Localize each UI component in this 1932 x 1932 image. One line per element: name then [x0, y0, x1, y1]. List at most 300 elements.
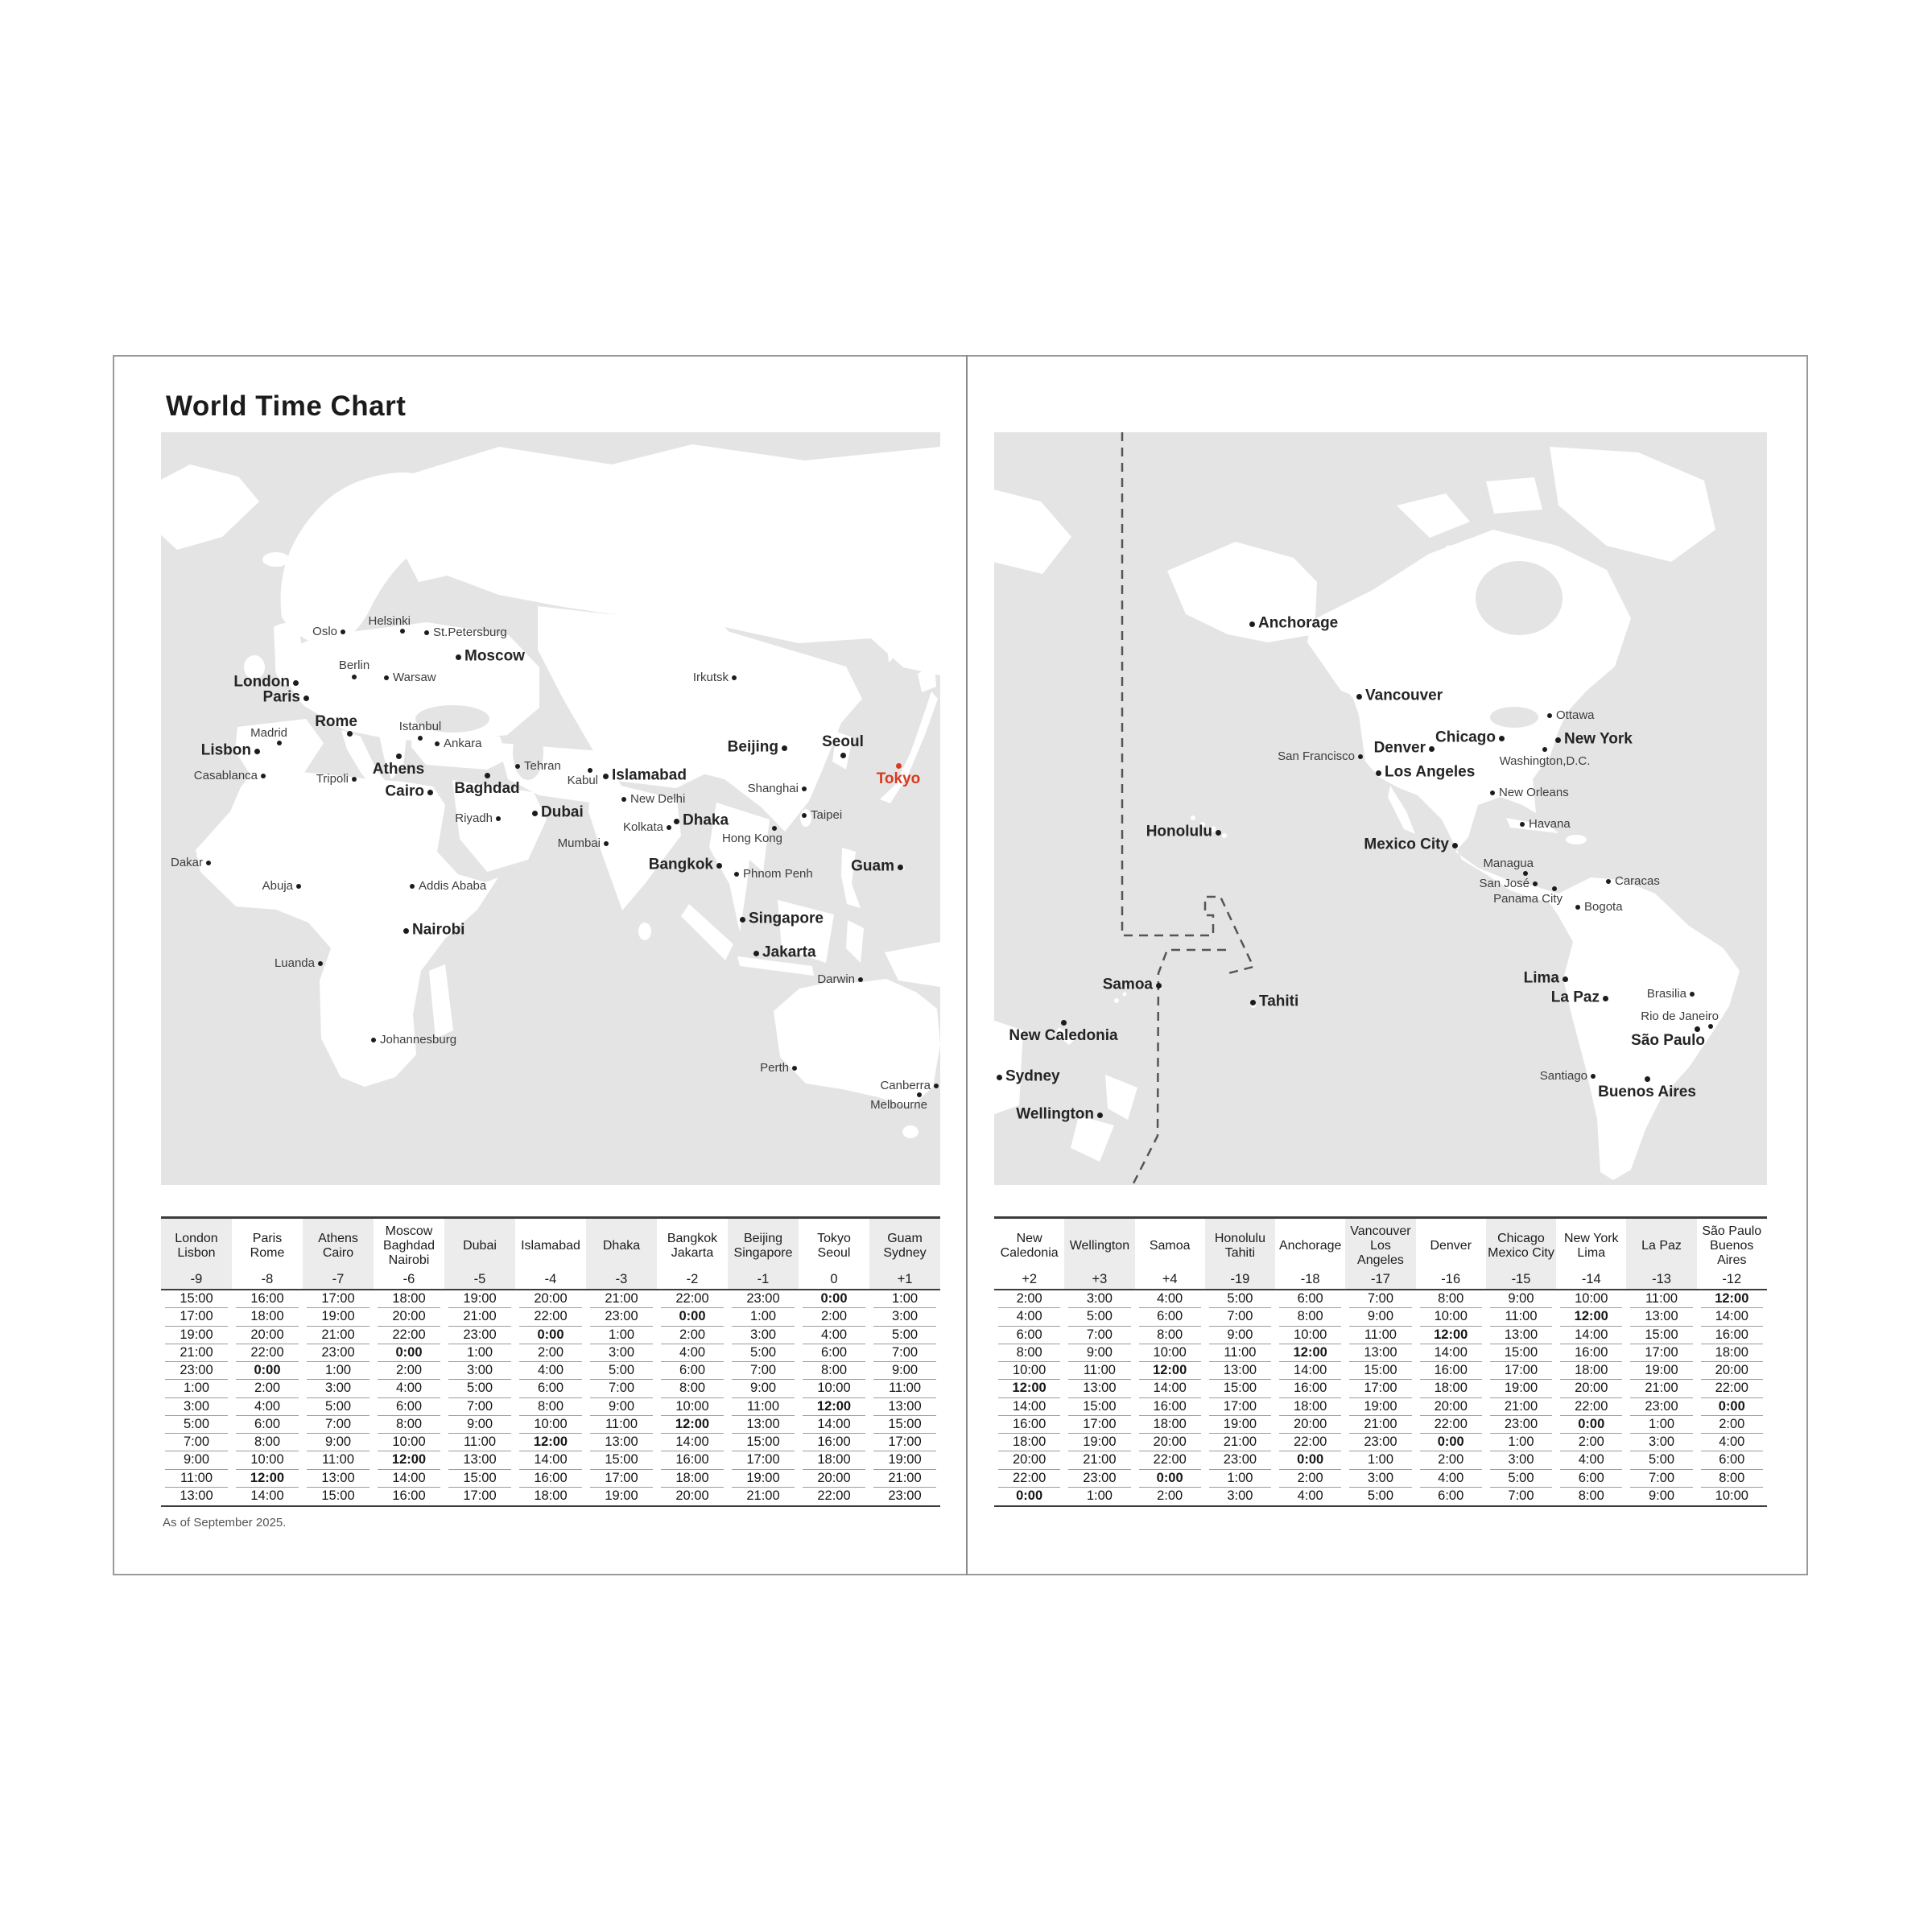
- time-cell: 14:00: [378, 1470, 440, 1488]
- city-dot: [1603, 996, 1608, 1001]
- time-cell: 15:00: [590, 1451, 653, 1469]
- city-dot: [1690, 992, 1695, 997]
- city-dot: [456, 654, 461, 660]
- city-label: Anchorage: [1258, 614, 1339, 632]
- time-cell: 0:00: [1016, 1488, 1043, 1504]
- column-city-name: Athens: [318, 1232, 358, 1245]
- time-cell: 17:00: [873, 1434, 936, 1451]
- time-cell: 13:00: [180, 1488, 213, 1504]
- city-label: Tripoli: [316, 771, 349, 786]
- city-label: São Paulo: [1631, 1032, 1705, 1049]
- table-header-row: [994, 1216, 1767, 1290]
- time-cell: 17:00: [165, 1308, 228, 1326]
- city-dot: [384, 675, 389, 680]
- city-dot: [734, 872, 739, 877]
- time-cell: 23:00: [1349, 1434, 1411, 1451]
- table-column-header: [586, 1219, 657, 1289]
- time-cell: 6:00: [1701, 1451, 1763, 1469]
- time-cell: 17:00: [732, 1451, 795, 1469]
- time-cell: 16:00: [1420, 1362, 1482, 1380]
- city-label: Paris: [262, 688, 300, 706]
- column-city-names: [1430, 1223, 1472, 1269]
- city-label: Chicago: [1435, 729, 1496, 746]
- time-cell: 20:00: [519, 1290, 582, 1308]
- city-dot: [303, 696, 309, 701]
- city-dot: [1591, 1074, 1596, 1079]
- time-cell: 13:00: [1490, 1327, 1552, 1344]
- city-dot: [603, 774, 609, 779]
- time-cell: 8:00: [661, 1380, 724, 1397]
- table-column-header: [1275, 1219, 1345, 1289]
- column-city-names: [817, 1223, 851, 1269]
- time-cell: 9:00: [1648, 1488, 1675, 1504]
- time-cell: 23:00: [1209, 1451, 1271, 1469]
- time-cell: 14:00: [1701, 1308, 1763, 1326]
- column-city-names: [463, 1223, 497, 1269]
- column-city-names: [1488, 1223, 1554, 1269]
- city-label: Dhaka: [683, 811, 729, 829]
- time-cell: 21:00: [873, 1470, 936, 1488]
- city-label: Havana: [1529, 816, 1571, 831]
- table-column-header: [1697, 1219, 1767, 1289]
- column-utc-offset: -19: [1230, 1272, 1250, 1286]
- city-dot: [588, 768, 592, 773]
- city-dot: [515, 764, 520, 769]
- column-city-names: [1215, 1223, 1265, 1269]
- city-label: Athens: [372, 761, 425, 778]
- table-column-header: [515, 1219, 586, 1289]
- time-cell: 22:00: [1701, 1380, 1763, 1397]
- time-cell: 19:00: [605, 1488, 638, 1504]
- column-city-name: Dhaka: [602, 1239, 641, 1253]
- city-label: Tahiti: [1259, 993, 1299, 1010]
- time-cell: 5:00: [732, 1344, 795, 1362]
- time-cell: 3:00: [732, 1327, 795, 1344]
- city-label: Moscow: [464, 647, 525, 665]
- city-label: Tokyo: [876, 770, 921, 787]
- city-dot: [1452, 843, 1458, 848]
- city-dot: [318, 961, 323, 966]
- city-dot: [802, 813, 807, 818]
- time-cell: 6:00: [1560, 1470, 1622, 1488]
- time-cell: 6:00: [519, 1380, 582, 1397]
- time-cell: 0:00: [1420, 1434, 1482, 1451]
- city-label: Mexico City: [1364, 836, 1449, 853]
- city-label: Darwin: [817, 972, 855, 986]
- table-column-header: [1064, 1219, 1134, 1289]
- time-cell: 5:00: [1630, 1451, 1692, 1469]
- time-cell: 1:00: [165, 1380, 228, 1397]
- city-dot: [792, 1066, 797, 1071]
- time-cell: 8:00: [236, 1434, 299, 1451]
- time-cell: 11:00: [873, 1380, 936, 1397]
- time-cell: 17:00: [463, 1488, 497, 1504]
- table-column-header: [374, 1219, 444, 1289]
- time-cell: 22:00: [519, 1308, 582, 1326]
- time-cell: 11:00: [307, 1451, 369, 1469]
- time-cell: 8:00: [1701, 1470, 1763, 1488]
- city-label: Dakar: [170, 855, 203, 869]
- column-utc-offset: -14: [1581, 1272, 1601, 1286]
- time-cell: 19:00: [1630, 1362, 1692, 1380]
- time-cell: 3:00: [307, 1380, 369, 1397]
- city-dot: [371, 1038, 376, 1042]
- time-cell: 2:00: [661, 1327, 724, 1344]
- table-row: [994, 1327, 1767, 1344]
- time-cell: 2:00: [236, 1380, 299, 1397]
- time-cell: 1:00: [1630, 1416, 1692, 1434]
- city-label: Addis Ababa: [419, 878, 487, 893]
- time-cell: 0:00: [1279, 1451, 1341, 1469]
- time-cell: 14:00: [250, 1488, 284, 1504]
- time-cell: 7:00: [307, 1416, 369, 1434]
- city-label: Mumbai: [557, 836, 601, 850]
- city-label: New Caledonia: [1009, 1027, 1118, 1044]
- table-row: [994, 1488, 1767, 1505]
- time-cell: 14:00: [998, 1398, 1060, 1416]
- footnote: As of September 2025.: [163, 1516, 287, 1530]
- city-dot: [1542, 747, 1547, 752]
- city-dot: [896, 763, 902, 769]
- time-cell: 10:00: [1420, 1308, 1482, 1326]
- table-column-header: [232, 1219, 303, 1289]
- city-dot: [1429, 746, 1435, 752]
- table-header-row: [161, 1216, 940, 1290]
- city-dot: [840, 753, 846, 758]
- city-dot: [1555, 737, 1561, 743]
- time-cell: 4:00: [1139, 1290, 1201, 1308]
- column-utc-offset: -15: [1511, 1272, 1531, 1286]
- table-body: [161, 1290, 940, 1507]
- time-cell: 17:00: [590, 1470, 653, 1488]
- time-cell: 20:00: [1560, 1380, 1622, 1397]
- time-cell: 10:00: [1279, 1327, 1341, 1344]
- table-column-header: [994, 1219, 1064, 1289]
- time-cell: 12:00: [998, 1380, 1060, 1397]
- city-label: Los Angeles: [1385, 763, 1476, 781]
- column-city-name: Lisbon: [177, 1246, 216, 1260]
- column-city-name: Islamabad: [521, 1239, 580, 1253]
- column-city-name: Chicago: [1497, 1232, 1545, 1245]
- city-label: Riyadh: [455, 811, 493, 825]
- column-utc-offset: -17: [1371, 1272, 1390, 1286]
- column-utc-offset: -7: [332, 1272, 345, 1286]
- city-dot: [418, 736, 423, 741]
- city-dot: [341, 630, 345, 634]
- city-dot: [674, 819, 679, 824]
- table-column-header: [1416, 1219, 1486, 1289]
- time-cell: 8:00: [1578, 1488, 1604, 1504]
- time-cell: 7:00: [1630, 1470, 1692, 1488]
- time-cell: 0:00: [519, 1327, 582, 1344]
- time-cell: 16:00: [803, 1434, 865, 1451]
- city-label: Panama City: [1493, 892, 1563, 906]
- time-cell: 19:00: [1068, 1434, 1130, 1451]
- time-cell: 2:00: [1701, 1416, 1763, 1434]
- column-city-name: Bangkok: [667, 1232, 718, 1245]
- column-utc-offset: -1: [757, 1272, 770, 1286]
- time-table-east: [994, 1216, 1767, 1507]
- time-cell: 12:00: [803, 1398, 865, 1416]
- time-cell: 5:00: [448, 1380, 511, 1397]
- column-utc-offset: -18: [1300, 1272, 1320, 1286]
- time-cell: 7:00: [448, 1398, 511, 1416]
- time-cell: 23:00: [1630, 1398, 1692, 1416]
- city-label: Bogota: [1584, 899, 1623, 914]
- table-row: [161, 1308, 940, 1326]
- column-city-name: Anchorage: [1279, 1239, 1342, 1253]
- time-cell: 9:00: [590, 1398, 653, 1416]
- time-cell: 17:00: [1349, 1380, 1411, 1397]
- column-city-name: Jakarta: [671, 1246, 714, 1260]
- time-cell: 18:00: [1420, 1380, 1482, 1397]
- time-cell: 23:00: [888, 1488, 922, 1504]
- table-row: [994, 1308, 1767, 1326]
- column-city-name: Nairobi: [388, 1253, 430, 1267]
- time-cell: 1:00: [1490, 1434, 1552, 1451]
- table-column-header: [1345, 1219, 1415, 1289]
- time-cell: 20:00: [1420, 1398, 1482, 1416]
- time-cell: 9:00: [873, 1362, 936, 1380]
- time-cell: 14:00: [1139, 1380, 1201, 1397]
- city-dot: [1356, 694, 1362, 700]
- city-label: Hong Kong: [721, 832, 782, 845]
- time-cell: 2:00: [1420, 1451, 1482, 1469]
- time-cell: 5:00: [1490, 1470, 1552, 1488]
- time-cell: 16:00: [1279, 1380, 1341, 1397]
- column-utc-offset: +2: [1022, 1272, 1038, 1286]
- city-label: Phnom Penh: [743, 866, 813, 881]
- time-cell: 22:00: [1560, 1398, 1622, 1416]
- city-label: Casablanca: [193, 768, 258, 782]
- time-cell: 4:00: [803, 1327, 865, 1344]
- city-dot: [1552, 886, 1557, 891]
- time-cell: 6:00: [661, 1362, 724, 1380]
- planner-spread: [113, 355, 1808, 1575]
- continent-shapes-east: [994, 432, 1767, 1185]
- table-row: [994, 1290, 1767, 1308]
- city-dot: [1061, 1020, 1067, 1026]
- time-cell: 13:00: [590, 1434, 653, 1451]
- city-dot: [1216, 830, 1221, 836]
- time-cell: 13:00: [307, 1470, 369, 1488]
- time-cell: 20:00: [1139, 1434, 1201, 1451]
- time-cell: 0:00: [803, 1290, 865, 1308]
- time-cell: 21:00: [1349, 1416, 1411, 1434]
- column-utc-offset: -2: [686, 1272, 699, 1286]
- city-label: Nairobi: [412, 921, 465, 939]
- time-cell: 8:00: [519, 1398, 582, 1416]
- time-cell: 6:00: [803, 1344, 865, 1362]
- time-cell: 20:00: [675, 1488, 709, 1504]
- table-row: [994, 1344, 1767, 1362]
- city-label: Lisbon: [200, 741, 251, 759]
- city-dot: [1563, 976, 1568, 982]
- column-city-name: Buenos Aires: [1710, 1239, 1754, 1267]
- city-dot: [1523, 871, 1528, 876]
- city-dot: [997, 1075, 1002, 1080]
- city-dot: [934, 1084, 939, 1088]
- time-cell: 15:00: [1068, 1398, 1130, 1416]
- time-cell: 18:00: [1139, 1416, 1201, 1434]
- time-cell: 5:00: [1209, 1290, 1271, 1308]
- city-dot: [732, 675, 737, 680]
- time-cell: 17:00: [1630, 1344, 1692, 1362]
- time-cell: 15:00: [1209, 1380, 1271, 1397]
- time-cell: 14:00: [803, 1416, 865, 1434]
- time-cell: 9:00: [1209, 1327, 1271, 1344]
- time-cell: 19:00: [1209, 1416, 1271, 1434]
- time-cell: 23:00: [590, 1308, 653, 1326]
- time-cell: 12:00: [236, 1470, 299, 1488]
- column-city-name: Wellington: [1069, 1239, 1130, 1253]
- time-cell: 22:00: [1279, 1434, 1341, 1451]
- column-utc-offset: -9: [190, 1272, 203, 1286]
- column-city-name: New Caledonia: [1000, 1232, 1059, 1260]
- city-label: San José: [1479, 876, 1530, 890]
- column-utc-offset: +3: [1092, 1272, 1108, 1286]
- time-cell: 13:00: [448, 1451, 511, 1469]
- time-cell: 3:00: [165, 1398, 228, 1416]
- city-label: Managua: [1483, 857, 1534, 871]
- city-label: New York: [1564, 730, 1633, 748]
- column-city-names: [1564, 1223, 1619, 1269]
- table-row: [161, 1290, 940, 1308]
- time-cell: 10:00: [998, 1362, 1060, 1380]
- city-dot: [352, 675, 357, 679]
- city-label: Dubai: [541, 803, 584, 821]
- city-label: Bangkok: [648, 856, 713, 873]
- city-dot: [1156, 983, 1162, 989]
- time-cell: 22:00: [817, 1488, 851, 1504]
- time-cell: 7:00: [873, 1344, 936, 1362]
- time-cell: 19:00: [165, 1327, 228, 1344]
- table-row: [161, 1488, 940, 1505]
- city-dot: [296, 884, 301, 889]
- time-cell: 11:00: [1068, 1362, 1130, 1380]
- column-utc-offset: -13: [1652, 1272, 1671, 1286]
- time-cell: 21:00: [448, 1308, 511, 1326]
- column-city-names: [1346, 1223, 1414, 1269]
- city-dot: [917, 1092, 922, 1097]
- city-dot: [293, 680, 299, 686]
- city-dot: [667, 825, 671, 830]
- column-city-name: Honolulu: [1214, 1232, 1265, 1245]
- city-label: Buenos Aires: [1598, 1084, 1696, 1100]
- column-utc-offset: -8: [261, 1272, 274, 1286]
- time-cell: 15:00: [165, 1290, 228, 1308]
- time-cell: 9:00: [1068, 1344, 1130, 1362]
- column-city-name: Baghdad: [382, 1239, 436, 1253]
- city-label: Istanbul: [398, 720, 442, 734]
- table-column-header: [1135, 1219, 1205, 1289]
- city-dot: [1533, 881, 1538, 886]
- time-cell: 3:00: [1490, 1451, 1552, 1469]
- column-city-name: Rome: [250, 1246, 285, 1260]
- table-row: [161, 1434, 940, 1451]
- column-city-names: [883, 1223, 926, 1269]
- time-cell: 11:00: [590, 1416, 653, 1434]
- table-column-header: [728, 1219, 799, 1289]
- column-city-names: [1070, 1223, 1129, 1269]
- time-cell: 6:00: [1438, 1488, 1464, 1504]
- time-cell: 4:00: [661, 1344, 724, 1362]
- column-utc-offset: -4: [544, 1272, 557, 1286]
- time-cell: 10:00: [661, 1398, 724, 1416]
- time-cell: 20:00: [378, 1308, 440, 1326]
- city-label: Johannesburg: [380, 1032, 457, 1046]
- time-cell: 15:00: [732, 1434, 795, 1451]
- city-label: Lima: [1523, 969, 1559, 987]
- time-cell: 13:00: [873, 1398, 936, 1416]
- time-cell: 4:00: [1560, 1451, 1622, 1469]
- column-city-names: [318, 1223, 358, 1269]
- city-label: Canberra: [880, 1078, 931, 1092]
- city-label: Luanda: [274, 956, 315, 970]
- time-cell: 1:00: [590, 1327, 653, 1344]
- time-cell: 13:00: [1630, 1308, 1692, 1326]
- time-cell: 6:00: [236, 1416, 299, 1434]
- time-cell: 18:00: [378, 1290, 440, 1308]
- time-cell: 16:00: [1139, 1398, 1201, 1416]
- time-cell: 21:00: [1630, 1380, 1692, 1397]
- column-city-name: Samoa: [1149, 1239, 1191, 1253]
- time-cell: 10:00: [1560, 1290, 1622, 1308]
- table-column-header: [444, 1219, 515, 1289]
- city-label: London: [233, 673, 290, 691]
- column-utc-offset: -12: [1722, 1272, 1742, 1286]
- page-center-divider: [966, 355, 968, 1575]
- time-cell: 14:00: [519, 1451, 582, 1469]
- city-dot: [1097, 1113, 1103, 1118]
- table-column-header: [1626, 1219, 1696, 1289]
- time-cell: 7:00: [1209, 1308, 1271, 1326]
- time-cell: 19:00: [1490, 1380, 1552, 1397]
- time-cell: 18:00: [1701, 1344, 1763, 1362]
- time-cell: 4:00: [998, 1308, 1060, 1326]
- time-cell: 6:00: [998, 1327, 1060, 1344]
- time-cell: 15:00: [448, 1470, 511, 1488]
- column-utc-offset: 0: [830, 1272, 838, 1286]
- city-label: Beijing: [727, 738, 778, 756]
- city-dot: [772, 826, 777, 831]
- time-cell: 3:00: [1630, 1434, 1692, 1451]
- time-cell: 8:00: [1139, 1327, 1201, 1344]
- column-city-names: [1150, 1223, 1191, 1269]
- column-city-names: [175, 1223, 217, 1269]
- time-cell: 13:00: [732, 1416, 795, 1434]
- city-dot: [1358, 754, 1363, 759]
- time-cell: 12:00: [378, 1451, 440, 1469]
- time-cell: 10:00: [378, 1434, 440, 1451]
- column-city-name: Moscow: [385, 1224, 433, 1238]
- city-dot: [604, 841, 609, 846]
- time-cell: 21:00: [1068, 1451, 1130, 1469]
- time-cell: 7:00: [590, 1380, 653, 1397]
- time-cell: 16:00: [236, 1290, 299, 1308]
- time-cell: 0:00: [1701, 1398, 1763, 1416]
- time-cell: 22:00: [1139, 1451, 1201, 1469]
- city-dot: [261, 774, 266, 778]
- column-city-names: [1279, 1223, 1341, 1269]
- time-cell: 16:00: [661, 1451, 724, 1469]
- city-dot: [485, 773, 490, 778]
- city-label: New Delhi: [630, 791, 686, 806]
- city-dot: [716, 863, 722, 869]
- time-cell: 0:00: [1139, 1470, 1201, 1488]
- city-label: Irkutsk: [692, 670, 729, 684]
- city-dot: [1645, 1076, 1650, 1082]
